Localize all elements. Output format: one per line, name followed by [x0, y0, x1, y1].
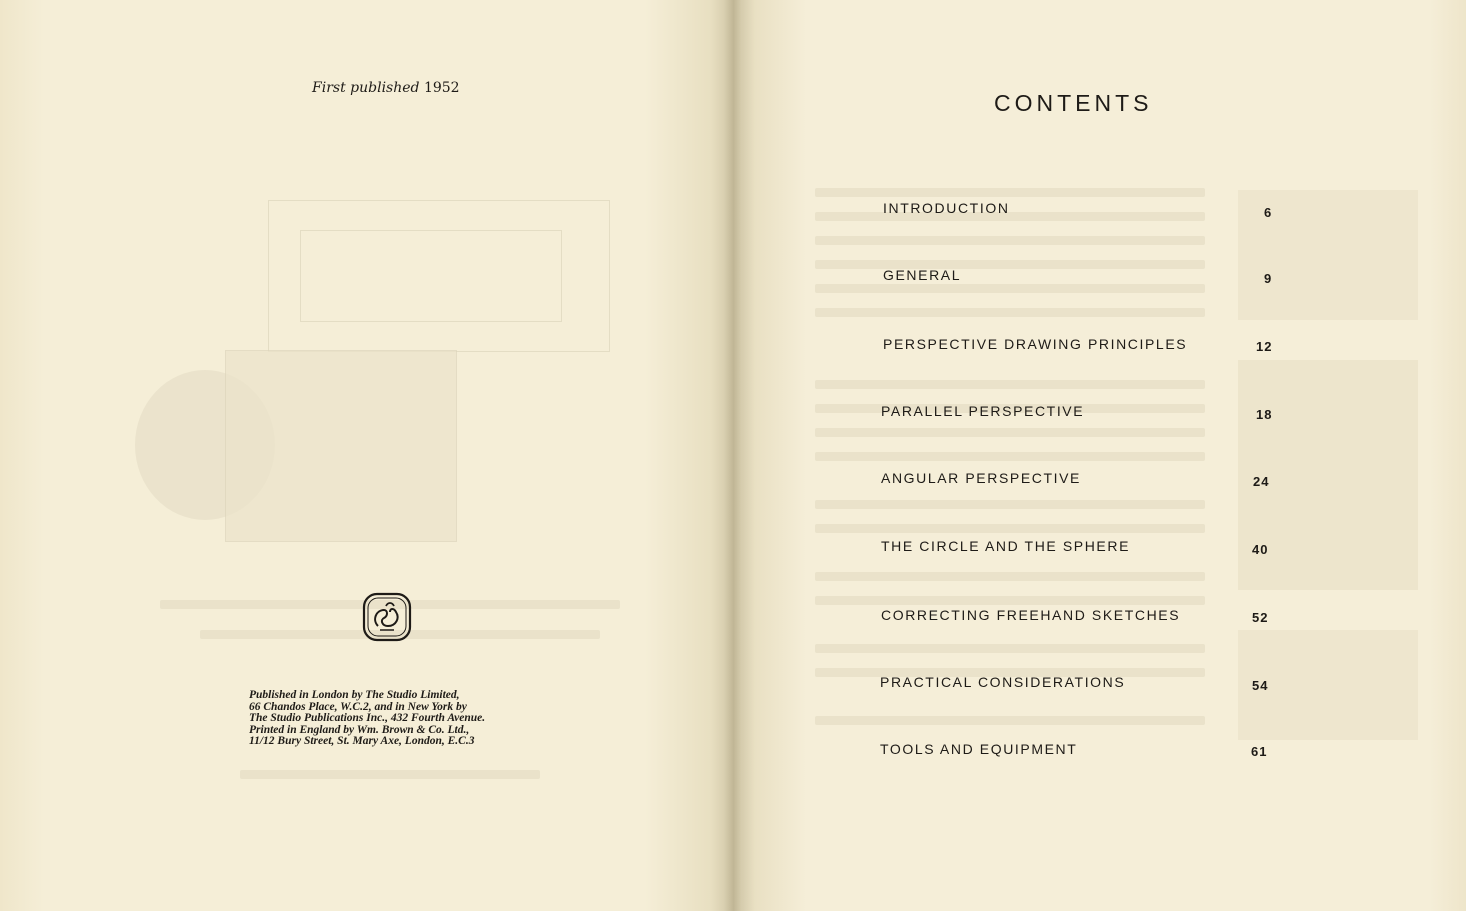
toc-entry-page: 18	[1256, 407, 1273, 422]
toc-entry-page: 61	[1251, 744, 1268, 759]
show-through-text-6	[815, 308, 1205, 317]
toc-entry-page: 9	[1264, 271, 1273, 286]
show-through-text-12	[815, 524, 1205, 533]
first-published-line	[312, 80, 460, 96]
imprint-line: Published in London by The Studio Limited,	[249, 689, 460, 701]
studio-monogram-icon	[362, 592, 412, 642]
show-through-text-13	[815, 572, 1205, 581]
right-page	[733, 0, 1466, 911]
show-through-grid-2	[300, 230, 562, 322]
toc-entry-title: INTRODUCTION	[883, 200, 1010, 216]
show-through-text-11	[815, 500, 1205, 509]
show-through-text-4	[815, 260, 1205, 269]
book-gutter	[724, 0, 742, 911]
show-through-text-7	[815, 380, 1205, 389]
show-through-rule-3	[240, 770, 540, 779]
show-through-text-9	[815, 428, 1205, 437]
imprint-line: Printed in England by Wm. Brown & Co. Ltd.,	[249, 723, 470, 736]
toc-entry-title: PERSPECTIVE DRAWING PRINCIPLES	[883, 336, 1188, 352]
publisher-imprint	[249, 690, 529, 748]
toc-entry-title: THE CIRCLE AND THE SPHERE	[881, 538, 1131, 554]
show-through-text-15	[815, 644, 1205, 653]
imprint-line: 11/12 Bury Street, St. Mary Axe, London, E.C.3	[249, 735, 475, 747]
show-through-text-10	[815, 452, 1205, 461]
show-through-text-3	[815, 236, 1205, 245]
toc-entry-title: PRACTICAL CONSIDERATIONS	[880, 674, 1126, 690]
toc-entry-title: GENERAL	[883, 267, 962, 283]
imprint-line: The Studio Publications Inc., 432 Fourth Avenue.	[249, 712, 486, 724]
toc-entry-page: 6	[1264, 205, 1273, 220]
toc-entry-page: 40	[1252, 542, 1269, 557]
show-through-text-5	[815, 284, 1205, 293]
contents-title: CONTENTS	[994, 90, 1153, 116]
first-published-label: First published	[312, 80, 420, 96]
show-through-text-14	[815, 596, 1205, 605]
toc-entry-page: 54	[1252, 678, 1269, 693]
toc-entry-title: PARALLEL PERSPECTIVE	[881, 403, 1085, 419]
first-published-year: 1952	[423, 80, 460, 96]
toc-entry-title: CORRECTING FREEHAND SKETCHES	[881, 607, 1181, 623]
show-through-text-17	[815, 716, 1205, 725]
show-through-text-1	[815, 188, 1205, 197]
toc-entry-page: 12	[1256, 339, 1273, 354]
toc-entry-page: 52	[1252, 610, 1269, 625]
imprint-line: 66 Chandos Place, W.C.2, and in New York by	[249, 700, 467, 713]
show-through-building	[225, 350, 457, 542]
toc-entry-title: TOOLS AND EQUIPMENT	[880, 741, 1078, 757]
toc-entry-title: ANGULAR PERSPECTIVE	[881, 470, 1081, 486]
toc-entry-page: 24	[1253, 474, 1270, 489]
show-through-text-2	[815, 212, 1205, 221]
